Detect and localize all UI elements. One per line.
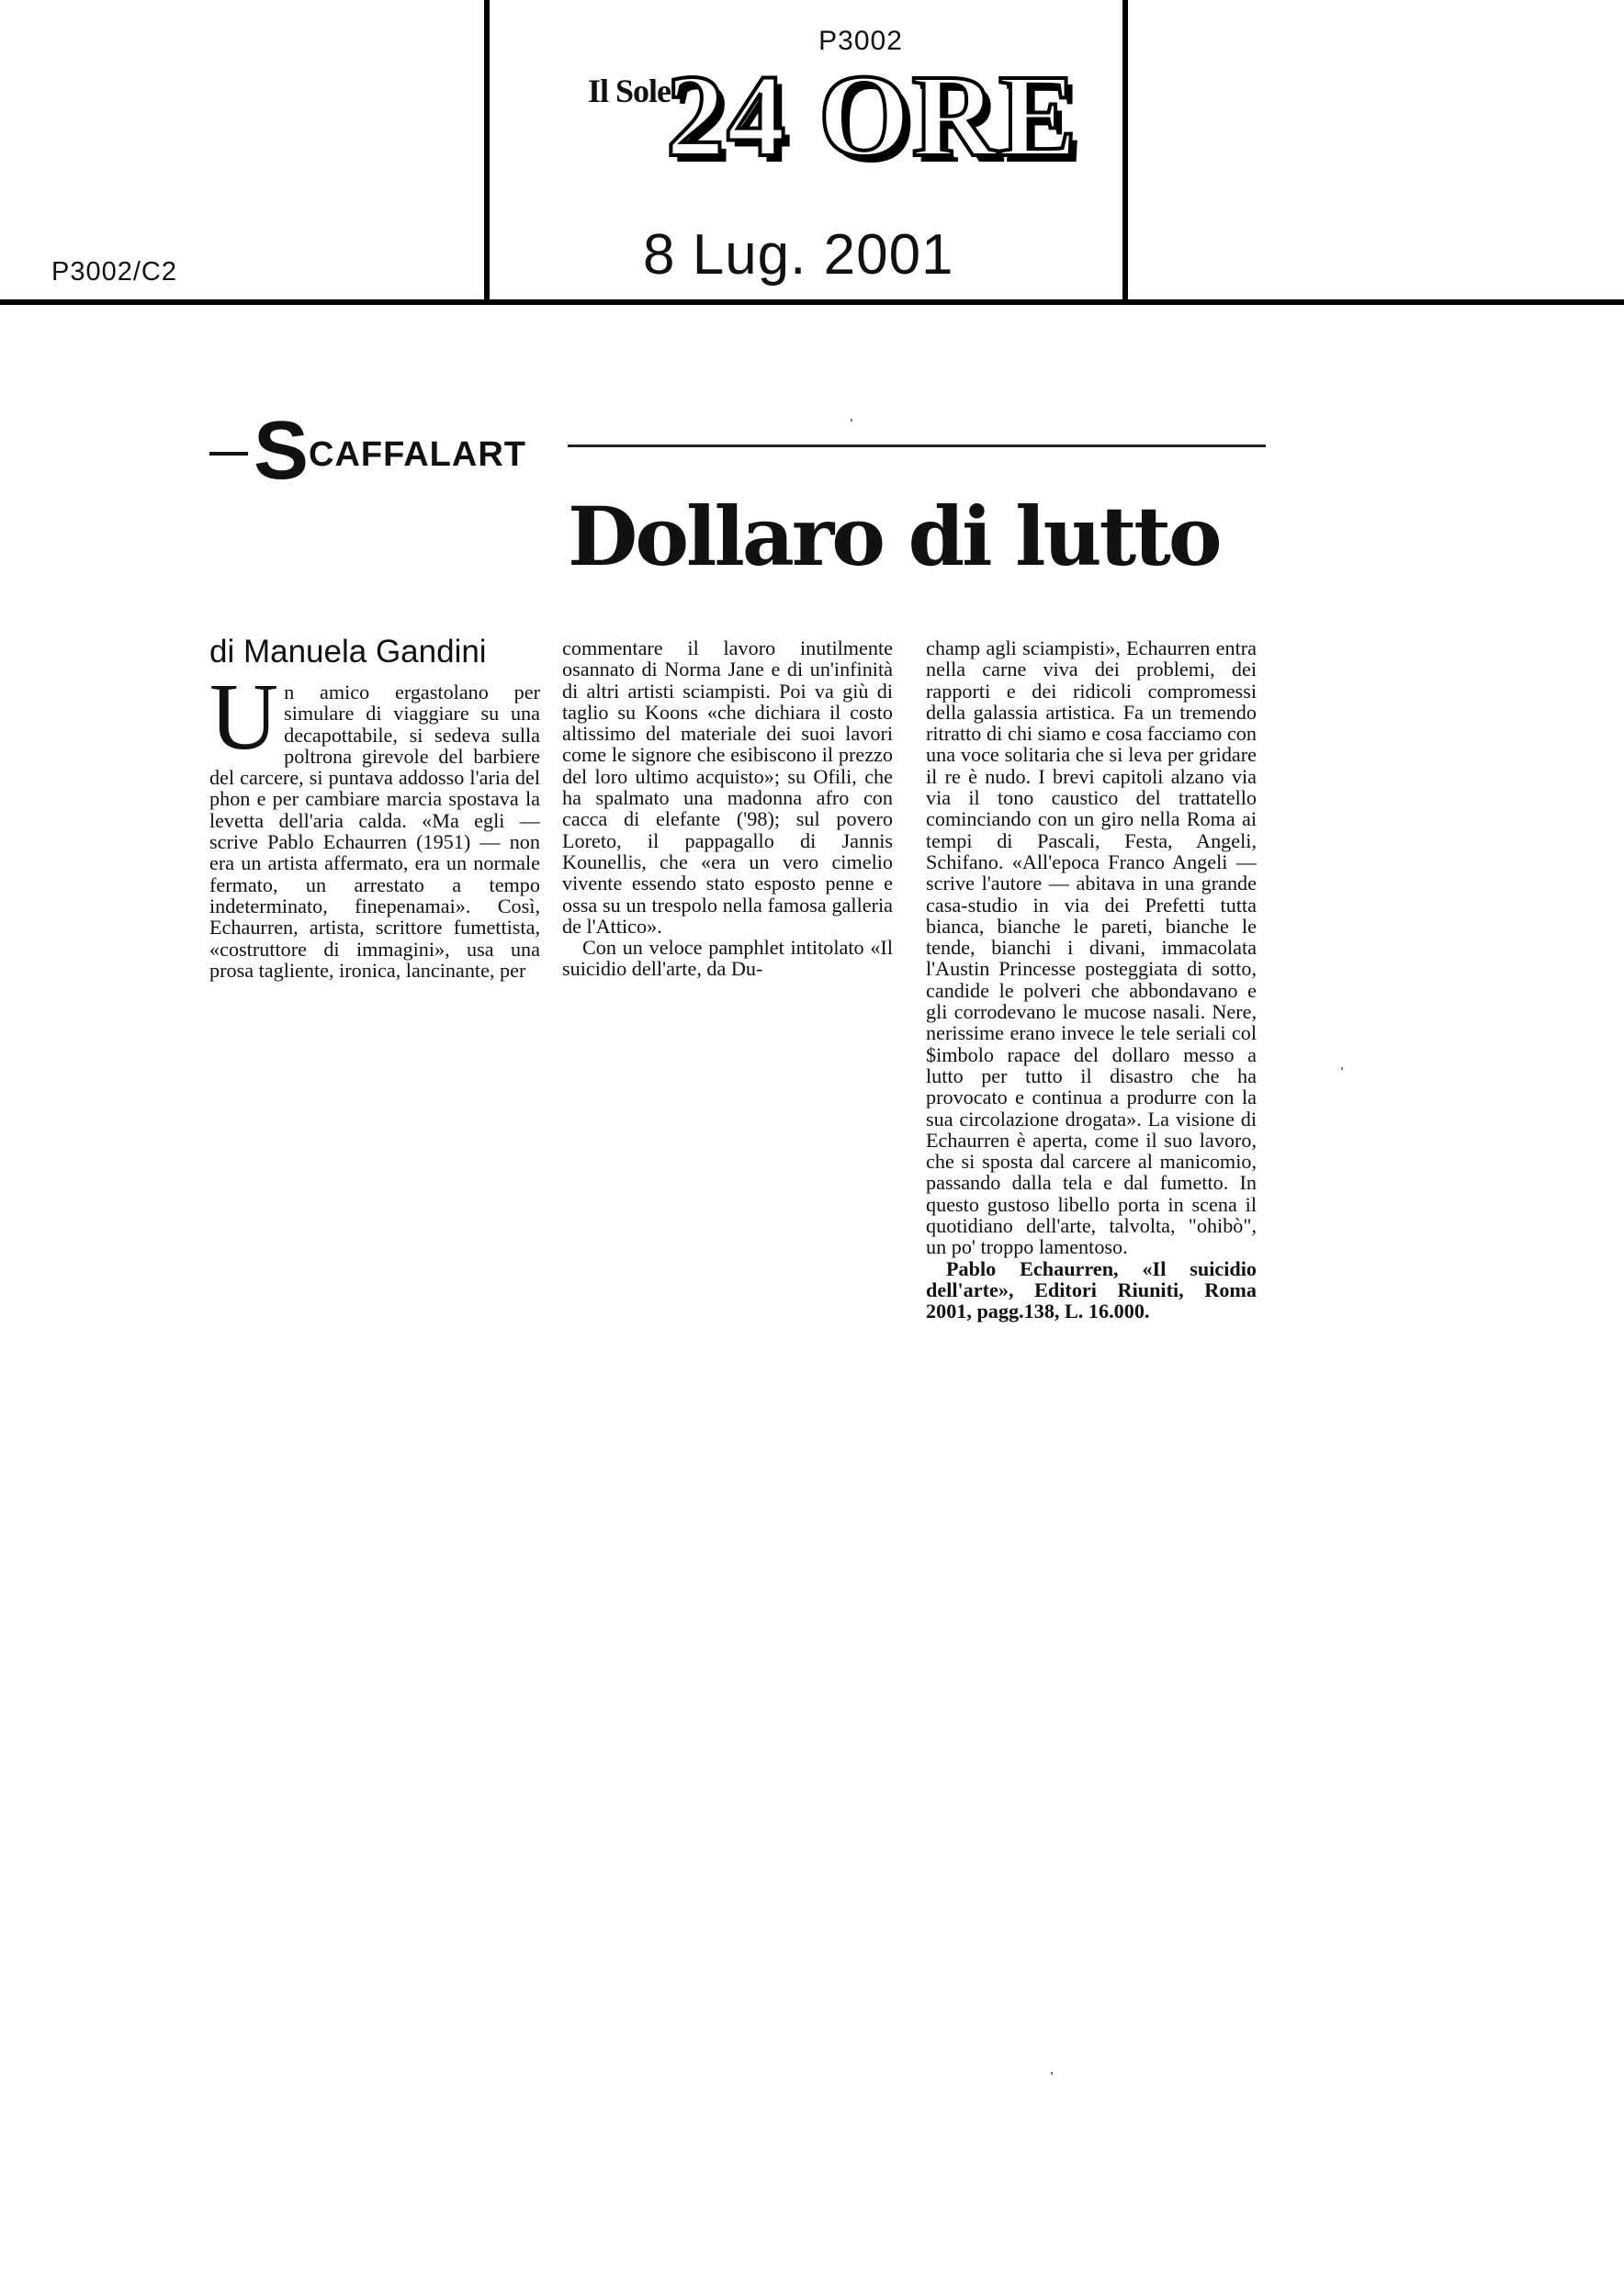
byline: di Manuela Gandini <box>209 634 487 670</box>
archive-code-top: P3002 <box>818 26 903 56</box>
article-column-2 <box>562 637 893 980</box>
paragraph-text: n amico ergastolano per simulare di viaggiare su una decapottabile, si sedeva sulla poltrona girevole del barbiere del carcere, si puntava addosso l'aria del phon e per cambiare marcia spostava la levetta dell'aria calda. «Ma egli — scrive Pablo Echaurren (1951) — non era un artista affermato, era un normale fermato, un arrestato a tempo indeterminato, finepenamai». Così, Echaurren, artista, scrittore fumettista, «costruttore di immagini», usa una prosa tagliente, ironica, lancinante, per <box>209 681 540 982</box>
header-divider-left <box>484 0 490 303</box>
scan-speck <box>1051 2072 1053 2075</box>
scan-speck <box>851 419 852 422</box>
paragraph <box>209 664 540 982</box>
paragraph: commentare il lavoro inutilmente osannato di Norma Jane e di un'infinità di altri artisti sciampisti. Poi va giù di taglio su Koons «che dichiara il costo altissimo del materiale dei suoi lavori come le signore che esibiscono il prezzo del loro ultimo acquisto»; su Ofili, che ha spalmato una madonna afro con cacca di elefante ('98); sul povero Loreto, il pappagallo di Jannis Kounellis, che «era un vero cimelio vivente essendo stato esposto penne e ossa su un trespolo nella famosa galleria de l'Attico». <box>562 636 893 938</box>
paragraph: Con un veloce pamphlet intitolato «Il suicidio dell'arte, da Du- <box>562 936 893 981</box>
article-column-3 <box>926 637 1257 1322</box>
book-credit: Pablo Echaurren, «Il suicidio dell'arte», Editori Riuniti, Roma 2001, pagg.138, L. 16.000. <box>926 1256 1257 1323</box>
headline: Dollaro di lutto <box>568 489 1220 584</box>
header-bottom-rule <box>0 299 1624 305</box>
archive-code-left: P3002/C2 <box>51 257 177 287</box>
article-column-1 <box>209 664 540 982</box>
rubric-initial: S <box>254 405 310 497</box>
masthead-il-sole: Il Sole <box>588 73 671 109</box>
rubric-dash <box>209 452 248 456</box>
drop-cap: U <box>209 664 279 770</box>
header-divider-right <box>1122 0 1128 303</box>
section-rubric <box>254 405 526 497</box>
rubric-rule <box>568 445 1266 447</box>
publication-date: 8 Lug. 2001 <box>643 223 954 287</box>
rubric-label: CAFFALART <box>309 435 526 474</box>
scan-speck <box>1341 1067 1343 1070</box>
masthead-24-ore: 24 ORE <box>666 51 1079 181</box>
paragraph: champ agli sciampisti», Echaurren entra nella carne viva dei problemi, dei rapporti e dei ridicoli compromessi della galassia artistica. Fa un tremendo ritratto di chi siamo e cosa facciamo con una voce solitaria che si leva per gridare il re è nudo. I brevi capitoli alzano via via il tono caustico del trattatello cominciando con un giro nella Roma ai tempi di Pascali, Festa, Angeli, Schifano. «All'epoca Franco Angeli — scrive l'autore — abitava in una grande casa-studio in via dei Prefetti tutta bianca, bianche le pareti, bianche le tende, bianchi i divani, immacolata l'Austin Princesse posteggiata di sotto, candide le polveri che abbondavano e gli corrodevano le mucose nasali. Nere, nerissime erano invece le tele seriali col $imbolo rapace del dollaro messo a lutto per tutto il disastro che ha provocato e continua a produrre con la sua circolazione drogata». La visione di Echaurren è aperta, come il suo lavoro, che si sposta dal carcere al manicomio, passando dalla tela e dal fumetto. In questo gustoso libello porta in scena il quotidiano dell'arte, talvolta, "ohibò", un po' troppo lamentoso. <box>926 636 1257 1259</box>
